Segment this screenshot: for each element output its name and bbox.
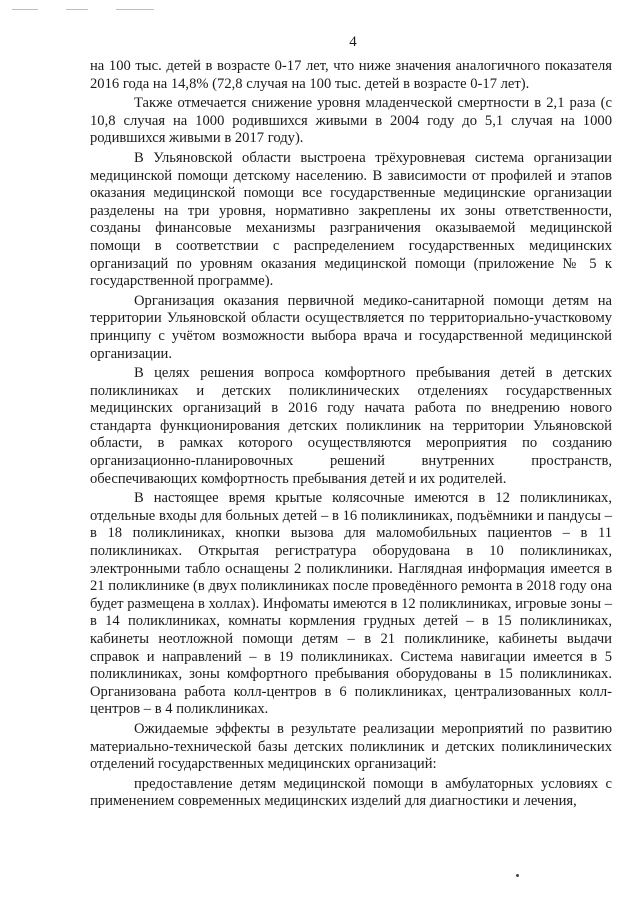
scan-header-mark	[66, 9, 88, 10]
scan-speck	[516, 874, 519, 877]
paragraph: Также отмечается снижение уровня младенческой смертности в 2,1 раза (с 10,8 случая на 1000 родившихся живыми в 2004 году до 5,1 случая на 1000 родившихся живыми в 2017 году).	[90, 95, 612, 147]
page-number: 4	[349, 34, 357, 50]
paragraph: Ожидаемые эффекты в результате реализации мероприятий по развитию материально-технической базы детских поликлиник и детских поликлинических отделений государственных медицинских организаций:	[90, 720, 612, 773]
paragraph: предоставление детям медицинской помощи в амбулаторных условиях с применением современных медицинских изделий для диагностики и лечения,	[90, 775, 612, 810]
scan-header-mark	[116, 9, 154, 10]
paragraph: В Ульяновской области выстроена трёхуровневая система организации медицинской помощи детскому населению. В зависимости от профилей и этапов оказания медицинской помощи все государственные медицинские организации разделены на три уровня, нормативно закреплены их зоны ответственности, созданы финансовые механизмы разграничения оказываемой медицинской помощи в соответствии с распределением государственных медицинских организаций по уровням оказания медицинской помощи (приложение № 5 к государственной программе).	[90, 149, 612, 290]
scan-header-mark	[12, 9, 38, 10]
paragraph: Организация оказания первичной медико-санитарной помощи детям на территории Ульяновской области осуществляется по территориально-участковому принципу с учётом возможности выбора врача и государственной медицинской организации.	[90, 292, 612, 362]
paragraph: В целях решения вопроса комфортного пребывания детей в детских поликлиниках и детских поликлинических отделениях государственных медицинских организаций в 2016 году начата работа по внедрению нового стандарта функционирования детских поликлиник на территории Ульяновской области, в рамках которого осуществляются мероприятия по созданию организационно-планировочных решений внутренних пространств, обеспечивающих комфортность пребывания детей и их родителей.	[90, 365, 612, 487]
paragraph: на 100 тыс. детей в возрасте 0-17 лет, что ниже значения аналогичного показателя 2016 года на 14,8% (72,8 случая на 100 тыс. детей в возрасте 0-17 лет).	[90, 58, 612, 92]
body-text	[90, 58, 612, 811]
paragraph: В настоящее время крытые колясочные имеются в 12 поликлиниках, отдельные входы для больных детей – в 16 поликлиниках, подъёмники и пандусы – в 18 поликлиниках, кнопки вызова для маломобильных пациентов – в 11 поликлиниках. Открытая регистратура оборудована в 10 поликлиниках, электронными табло оснащены 2 поликлиники. Наглядная информация имеется в 21 поликлинике (в двух поликлиниках после проведённого ремонта в 2018 году она будет размещена в холлах). Инфоматы имеются в 12 поликлиниках, игровые зоны – в 14 поликлиниках, комнаты кормления грудных детей – в 15 поликлиниках, кабинеты неотложной помощи детям – в 21 поликлинике, кабинеты выдачи справок и направлений – в 19 поликлиниках. Система навигации имеется в 5 поликлиниках, зоны комфортного пребывания оборудованы в 15 поликлиниках. Организована работа колл-центров в 6 поликлиниках, централизованных колл-центров – в 4 поликлиниках.	[90, 490, 612, 718]
